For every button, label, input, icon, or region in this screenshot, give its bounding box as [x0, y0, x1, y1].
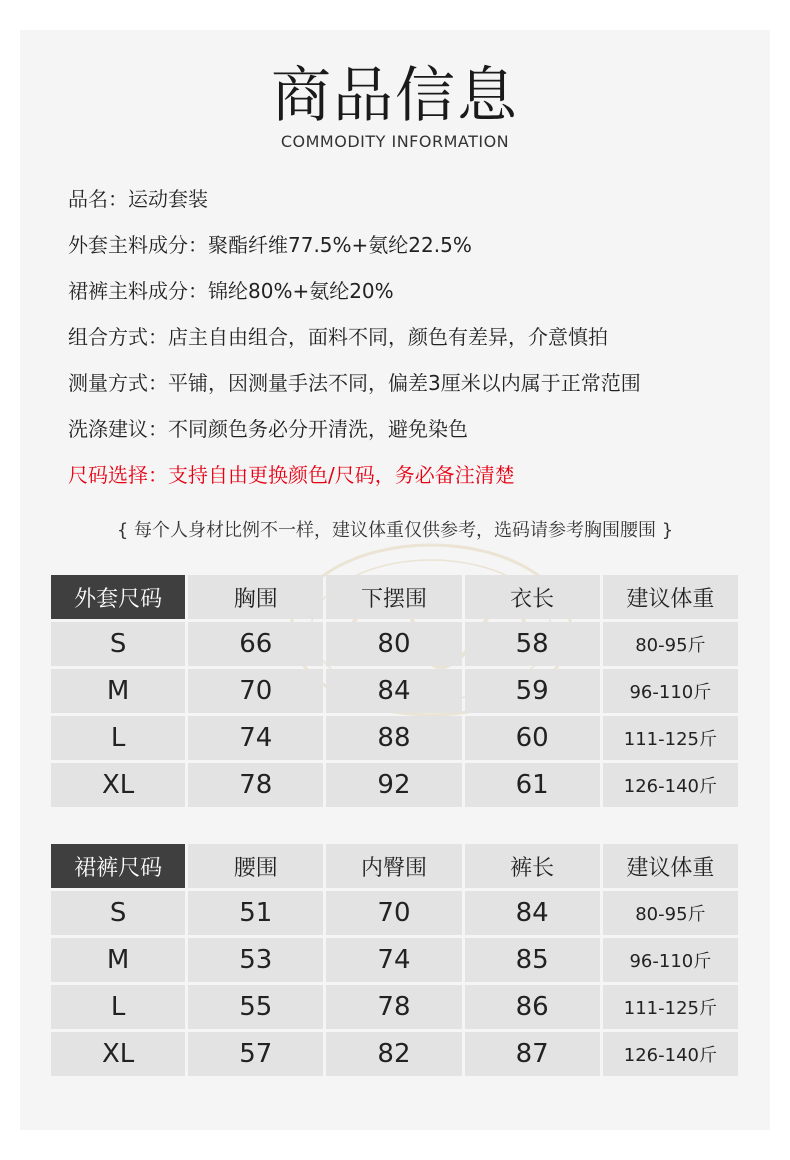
info-washing: 洗涤建议：不同颜色务必分开清洗，避免染色 [68, 417, 468, 441]
table-header-row [51, 575, 738, 619]
size-cell: M [51, 669, 185, 713]
table-header-row [51, 844, 738, 888]
header-cell: 内臀围 [326, 844, 461, 888]
value-cell: 58 [465, 622, 600, 666]
header-cell: 裤长 [465, 844, 600, 888]
weight-cell: 126-140斤 [603, 1032, 738, 1076]
weight-cell: 80-95斤 [603, 891, 738, 935]
table-row [51, 938, 738, 982]
value-cell: 55 [188, 985, 323, 1029]
table-row [51, 1032, 738, 1076]
product-info-list [68, 176, 758, 498]
header-cell: 胸围 [188, 575, 323, 619]
header-cell: 衣长 [465, 575, 600, 619]
value-cell: 53 [188, 938, 323, 982]
table-row [51, 763, 738, 807]
value-cell: 85 [465, 938, 600, 982]
info-size-selection: 尺码选择：支持自由更换颜色/尺码，务必备注清楚 [68, 463, 515, 487]
table-row [51, 669, 738, 713]
table-row [51, 985, 738, 1029]
size-cell: S [51, 622, 185, 666]
header-cell: 腰围 [188, 844, 323, 888]
weight-cell: 126-140斤 [603, 763, 738, 807]
value-cell: 70 [326, 891, 461, 935]
size-cell: XL [51, 763, 185, 807]
header-cell: 外套尺码 [51, 575, 185, 619]
value-cell: 78 [188, 763, 323, 807]
value-cell: 78 [326, 985, 461, 1029]
weight-cell: 111-125斤 [603, 985, 738, 1029]
value-cell: 59 [465, 669, 600, 713]
value-cell: 57 [188, 1032, 323, 1076]
info-jacket-material: 外套主料成分：聚酯纤维77.5%+氨纶22.5% [68, 233, 472, 257]
header-cell: 下摆围 [326, 575, 461, 619]
value-cell: 82 [326, 1032, 461, 1076]
size-cell: XL [51, 1032, 185, 1076]
info-skirt-material: 裙裤主料成分：锦纶80%+氨纶20% [68, 279, 394, 303]
value-cell: 84 [326, 669, 461, 713]
value-cell: 80 [326, 622, 461, 666]
info-combination: 组合方式：店主自由组合，面料不同，颜色有差异，介意慎拍 [68, 325, 608, 349]
value-cell: 86 [465, 985, 600, 1029]
size-cell: M [51, 938, 185, 982]
weight-cell: 111-125斤 [603, 716, 738, 760]
size-note: { 每个人身材比例不一样，建议体重仅供参考，选码请参考胸围腰围 } [116, 520, 674, 541]
table-row [51, 716, 738, 760]
jacket-size-table [48, 572, 741, 810]
table-row [51, 891, 738, 935]
page-title: 商品信息 [271, 61, 519, 131]
value-cell: 74 [326, 938, 461, 982]
size-cell: S [51, 891, 185, 935]
value-cell: 74 [188, 716, 323, 760]
info-measurement: 测量方式：平铺，因测量手法不同，偏差3厘米以内属于正常范围 [68, 371, 641, 395]
value-cell: 70 [188, 669, 323, 713]
table-row [51, 622, 738, 666]
weight-cell: 96-110斤 [603, 669, 738, 713]
page-subtitle: COMMODITY INFORMATION [280, 132, 510, 151]
value-cell: 87 [465, 1032, 600, 1076]
header-cell: 建议体重 [603, 575, 738, 619]
size-cell: L [51, 985, 185, 1029]
skirt-size-table [48, 841, 741, 1079]
weight-cell: 80-95斤 [603, 622, 738, 666]
value-cell: 66 [188, 622, 323, 666]
header-cell: 建议体重 [603, 844, 738, 888]
value-cell: 88 [326, 716, 461, 760]
value-cell: 84 [465, 891, 600, 935]
value-cell: 61 [465, 763, 600, 807]
value-cell: 92 [326, 763, 461, 807]
weight-cell: 96-110斤 [603, 938, 738, 982]
header-cell: 裙裤尺码 [51, 844, 185, 888]
value-cell: 51 [188, 891, 323, 935]
value-cell: 60 [465, 716, 600, 760]
info-product-name: 品名：运动套装 [68, 187, 208, 211]
size-cell: L [51, 716, 185, 760]
